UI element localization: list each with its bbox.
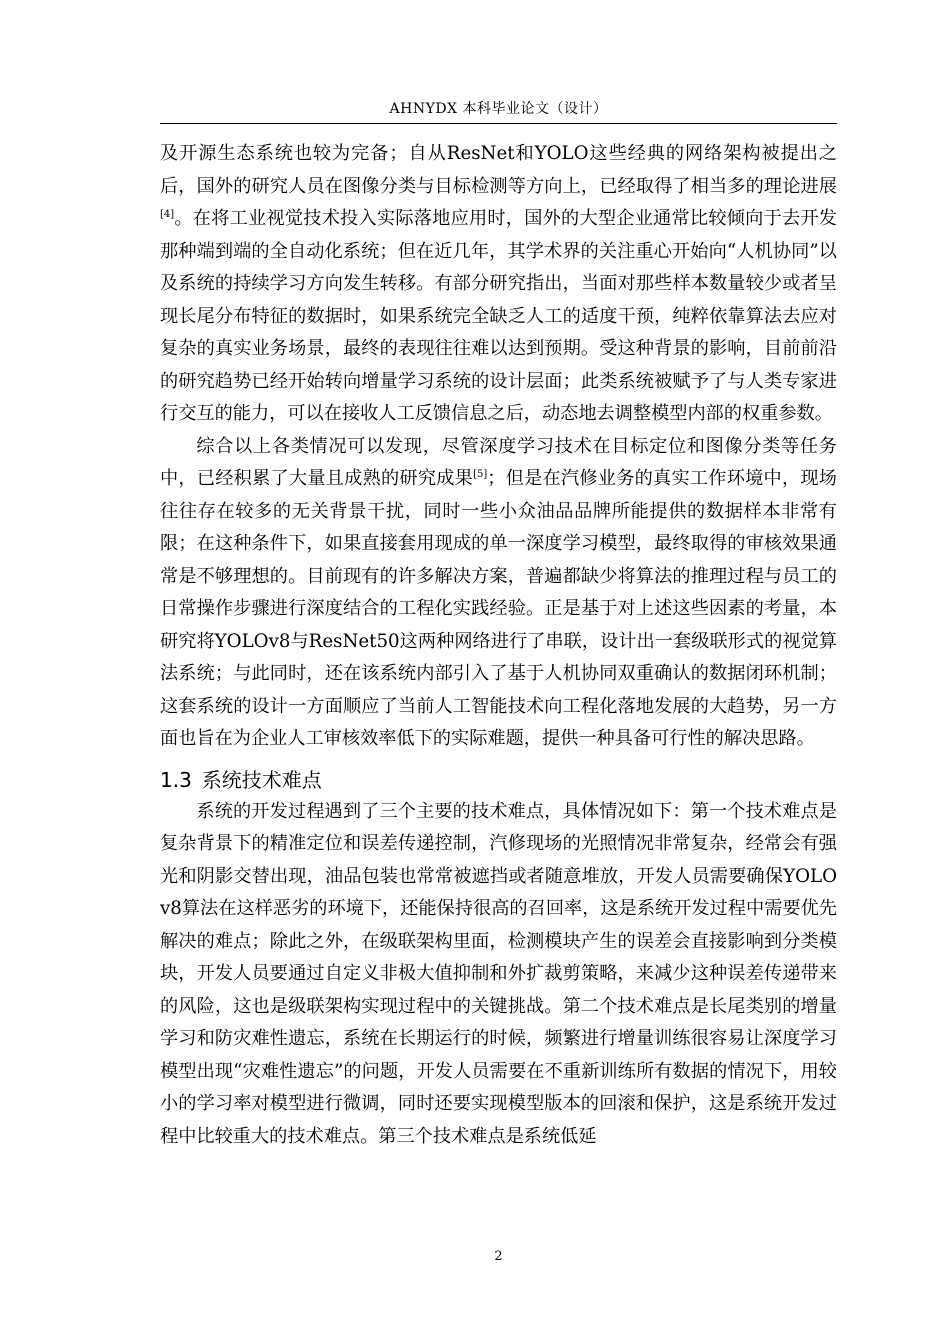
paragraph-2-text-b: ；但是在汽修业务的真实工作环境中，现场往往存在较多的无关背景干扰，同时一些小众油品品牌所能提供的数据样本非常有限；在这种条件下，如果直接套用现成的单一深度学习模型，最终取得的审核效果通常是不够理想的。目前现有的许多解决方案，普遍都缺少将算法的推理过程与员工的日常操作步骤进行深度结合的工程化实践经验。正是基于对上述这些因素的考量，本研究将YOLOv8与ResNet50这两种网络进行了串联，设计出一套级联形式的视觉算法系统；与此同时，还在该系统内部引入了基于人机协同双重确认的数据闭环机制；这套系统的设计一方面顺应了当前人工智能技术向工程化落地发展的大趋势，另一方面也旨在为企业人工审核效率低下的实际难题，提供一种具备可行性的解决思路。 <box>160 468 837 749</box>
paragraph-2-text-a: 综合以上各类情况可以发现，尽管深度学习技术在目标定位和图像分类等任务中，已经积累了大量且成熟的研究成果 <box>160 435 837 489</box>
body-text <box>160 138 837 1153</box>
section-title: 系统技术难点 <box>201 767 322 792</box>
section-heading <box>160 764 837 796</box>
citation-4[interactable]: [4] <box>160 208 175 220</box>
paragraph-1-text-b: 。在将工业视觉技术投入实际落地应用时，国外的大型企业通常比较倾向于去开发那种端到端的全自动化系统；但在近几年，其学术界的关注重心开始向“人机协同”以及系统的持续学习方向发生转移。有部分研究指出，当面对那些样本数量较少或者呈现长尾分布特征的数据时，如果系统完全缺乏人工的适度干预，纯粹依靠算法去应对复杂的真实业务场景，最终的表现往往难以达到预期。受这种背景的影响，目前前沿的研究趋势已经开始转向增量学习系统的设计层面；此类系统被赋予了与人类专家进行交互的能力，可以在接收人工反馈信息之后，动态地去调整模型内部的权重参数。 <box>160 208 837 424</box>
paragraph-1-text-a: 及开源生态系统也较为完备；自从ResNet和YOLO这些经典的网络架构被提出之后，国外的研究人员在图像分类与目标检测等方向上，已经取得了相当多的理论进展 <box>160 143 837 197</box>
citation-5[interactable]: [5] <box>473 468 488 480</box>
paragraph-2 <box>160 431 837 756</box>
paragraph-3 <box>160 796 837 1154</box>
paragraph-3-text: 系统的开发过程遇到了三个主要的技术难点，具体情况如下：第一个技术难点是复杂背景下的精准定位和误差传递控制，汽修现场的光照情况非常复杂，经常会有强光和阴影交替出现，油品包装也常常被遮挡或者随意堆放，开发人员需要确保YOLOv8算法在这样恶劣的环境下，还能保持很高的召回率，这是系统开发过程中需要优先解决的难点；除此之外，在级联架构里面，检测模块产生的误差会直接影响到分类模块，开发人员要通过自定义非极大值抑制和外扩裁剪策略，来减少这种误差传递带来的风险，这也是级联架构实现过程中的关键挑战。第二个技术难点是长尾类别的增量学习和防灾难性遗忘，系统在长期运行的时候，频繁进行增量训练很容易让深度学习模型出现“灾难性遗忘”的问题，开发人员需要在不重新训练所有数据的情况下，用较小的学习率对模型进行微调，同时还要实现模型版本的回滚和保护，这是系统开发过程中比较重大的技术难点。第三个技术难点是系统低延 <box>160 800 837 1147</box>
paragraph-1 <box>160 138 837 431</box>
section-number: 1.3 <box>160 767 192 792</box>
running-header: AHNYDX 本科毕业论文（设计） <box>389 101 608 117</box>
page-number: 2 <box>494 1249 503 1264</box>
header-rule <box>160 123 837 124</box>
